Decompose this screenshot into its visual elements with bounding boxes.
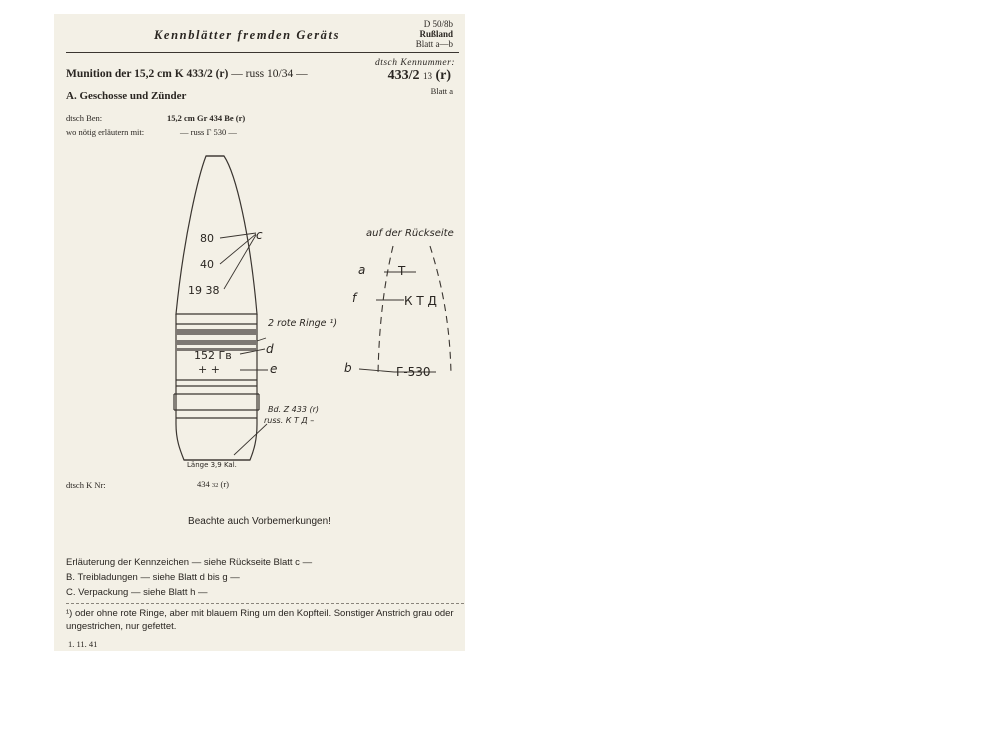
nose-marking-80: 80	[200, 232, 214, 245]
doc-code: D 50/8b	[423, 19, 453, 29]
erlaeutert-value: — russ Г 530 —	[180, 127, 237, 137]
country: Rußland	[419, 29, 453, 39]
section-a-heading: A. Geschosse und Zünder	[66, 90, 187, 102]
erlaeutert-label: wo nötig erläutern mit:	[66, 127, 145, 137]
fuze-label-1: Bd. Z 433 (r)	[268, 405, 320, 414]
letter-a: a	[358, 263, 366, 277]
backside-contour-right	[430, 246, 451, 374]
projectile-body-outline	[176, 314, 257, 460]
backside-title: auf der Rückseite	[366, 228, 454, 239]
header-title: Kennblätter fremden Geräts	[154, 28, 341, 42]
sheet-range: Blatt a—b	[415, 39, 453, 49]
projectile-drawing	[54, 14, 465, 651]
backside-ktd: К Т Д	[404, 294, 437, 308]
blatt-label: Blatt a	[430, 86, 453, 96]
dtsch-ben-label: dtsch Ben:	[66, 113, 103, 123]
dtsch-ben-value: 15,2 cm Gr 434 Be (r)	[167, 113, 246, 123]
nose-marking-40: 40	[200, 258, 214, 271]
note-line-2: B. Treibladungen — siehe Blatt d bis g —	[66, 572, 240, 583]
length-label: Länge 3,9 Kal.	[187, 461, 237, 469]
kennummer-sub: 13	[422, 71, 432, 81]
fuze-label-2: russ. К Т Д –	[264, 416, 315, 425]
document-sheet	[54, 14, 465, 651]
date: 1. 11. 41	[68, 639, 98, 649]
kennummer-suffix: (r)	[435, 68, 451, 83]
footnote: ¹) oder ohne rote Ringe, aber mit blauem Ring um den Kopfteil. Sonstiger Anstrich grau oder ungestrichen, nur gefettet.	[66, 608, 454, 632]
cross-marking: + +	[198, 363, 220, 376]
munition-name: Munition der 15,2 cm K 433/2 (r)	[66, 68, 229, 80]
nose-marking-1938: 19 38	[188, 284, 220, 297]
k-nr-label: dtsch K Nr:	[66, 480, 106, 490]
letter-e: e	[270, 362, 278, 376]
beachte-note: Beachte auch Vorbemerkungen!	[188, 516, 331, 527]
note-line-3: C. Verpackung — siehe Blatt h —	[66, 587, 208, 598]
k-nr-suffix: (r)	[220, 479, 229, 489]
backside-contour-left	[378, 246, 393, 374]
k-nr-value	[197, 479, 229, 489]
rings-label: 2 rote Ringe ¹)	[268, 318, 338, 329]
letter-f: f	[352, 291, 357, 305]
kennummer-main: 433/2	[387, 68, 420, 83]
red-rings	[176, 329, 257, 351]
footnote-divider	[66, 603, 464, 604]
letter-d: d	[266, 342, 274, 356]
k-nr-sub: 32	[211, 482, 219, 489]
munition-russ: — russ 10/34 —	[231, 68, 308, 80]
backside-t: Т	[398, 264, 406, 278]
note-line-1: Erläuterung der Kennzeichen — siehe Rückseite Blatt c —	[66, 557, 313, 568]
letter-c: c	[256, 228, 263, 242]
letter-b: b	[344, 361, 352, 375]
k-nr-main: 434	[197, 479, 210, 489]
kennummer-label: dtsch Kennummer:	[374, 58, 455, 68]
weight-marking: 152 Гв	[194, 349, 232, 362]
backside-g530: Г-530	[396, 365, 431, 379]
